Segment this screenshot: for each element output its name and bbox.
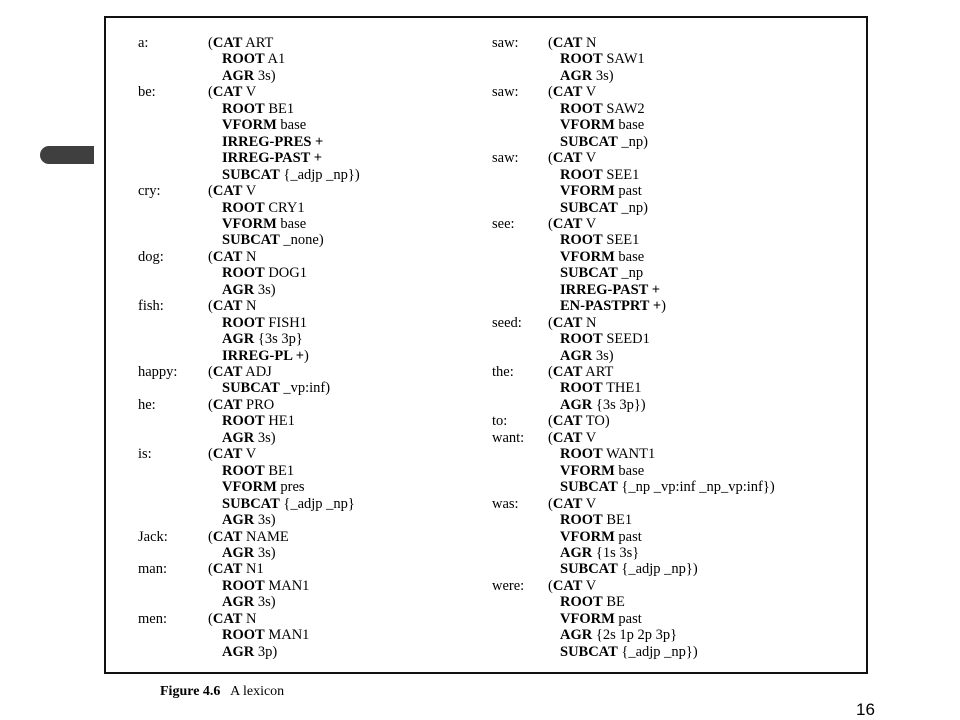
- feature-name: VFORM: [560, 183, 615, 200]
- feature-name: CAT: [552, 413, 583, 430]
- lexicon-feature-line: [560, 68, 614, 84]
- feature-value: CRY1: [268, 199, 305, 216]
- feature-name: SUBCAT: [560, 265, 618, 282]
- feature-value: V: [585, 495, 597, 512]
- feature-value: V: [585, 577, 597, 594]
- feature-name: AGR: [560, 67, 593, 84]
- lexicon-feature-line: [560, 380, 642, 396]
- feature-name: AGR: [560, 347, 593, 364]
- lexicon-word: saw:: [492, 35, 519, 51]
- feature-name: IRREG-PRES +: [222, 133, 324, 150]
- feature-name: AGR: [560, 396, 593, 413]
- feature-value: 3s: [257, 512, 271, 529]
- lexicon-feature-line: [560, 249, 644, 265]
- lexicon-feature-line: [222, 68, 276, 84]
- lexicon-feature-line: [548, 216, 596, 232]
- lexicon-word: man:: [138, 561, 167, 578]
- lexicon-word: want:: [492, 429, 525, 446]
- feature-name: CAT: [552, 150, 583, 167]
- open-paren: (: [208, 248, 213, 265]
- feature-name: ROOT: [222, 100, 265, 117]
- open-paren: (: [208, 183, 213, 200]
- open-paren: (: [548, 35, 553, 51]
- lexicon-feature-line: [222, 594, 276, 610]
- open-paren: (: [208, 610, 213, 627]
- feature-value: 3s: [595, 67, 609, 84]
- close-paren: ): [640, 396, 646, 413]
- close-paren: ): [604, 413, 610, 430]
- lexicon-feature-line: [560, 200, 648, 216]
- feature-value: N1: [246, 561, 264, 578]
- feature-name: CAT: [212, 183, 243, 200]
- feature-value: _vp:inf: [283, 380, 326, 397]
- feature-value: _np: [621, 199, 644, 216]
- feature-name: IRREG-PAST +: [222, 150, 322, 167]
- close-paren: ): [270, 281, 276, 298]
- lexicon-word: dog:: [138, 248, 164, 265]
- lexicon-feature-line: [208, 183, 256, 199]
- close-paren: ): [661, 298, 666, 315]
- lexicon-word: was:: [492, 495, 519, 512]
- feature-value: BE1: [268, 100, 295, 117]
- feature-value: base: [618, 117, 645, 134]
- feature-value: SEE1: [606, 166, 640, 183]
- feature-value: base: [280, 215, 307, 232]
- lexicon-feature-line: [208, 397, 274, 413]
- lexicon-feature-line: [222, 644, 277, 660]
- close-paren: ): [354, 166, 360, 183]
- feature-value: N: [246, 298, 257, 315]
- lexicon-feature-line: [560, 561, 698, 577]
- feature-name: SUBCAT: [222, 495, 280, 512]
- feature-name: CAT: [212, 84, 243, 101]
- lexicon-word: Jack:: [138, 528, 168, 545]
- feature-name: ROOT: [560, 331, 603, 348]
- lexicon-feature-line: [560, 644, 698, 660]
- feature-value: {2s 1p 2p 3p}: [595, 627, 678, 644]
- lexicon-feature-line: [560, 545, 639, 561]
- open-paren: (: [208, 561, 213, 578]
- feature-value: THE1: [606, 380, 642, 397]
- feature-name: VFORM: [560, 248, 615, 265]
- feature-value: SEE1: [606, 232, 640, 249]
- feature-name: CAT: [212, 396, 243, 413]
- lexicon-feature-line: [560, 232, 639, 248]
- slide-side-tab: [40, 146, 94, 164]
- feature-value: N: [246, 248, 257, 265]
- feature-name: CAT: [552, 429, 583, 446]
- lexicon-feature-line: [222, 200, 305, 216]
- lexicon-feature-line: [560, 331, 650, 347]
- open-paren: (: [548, 577, 553, 594]
- open-paren: (: [548, 84, 553, 101]
- feature-name: CAT: [552, 577, 583, 594]
- lexicon-feature-line: [222, 578, 309, 594]
- lexicon-feature-line: [222, 496, 355, 512]
- feature-value: V: [245, 446, 257, 463]
- feature-value: WANT1: [606, 446, 656, 463]
- open-paren: (: [548, 429, 553, 446]
- feature-value: BE: [606, 594, 625, 611]
- feature-name: ROOT: [222, 462, 265, 479]
- lexicon-word: saw:: [492, 84, 519, 101]
- feature-name: CAT: [552, 35, 583, 51]
- feature-value: SEED1: [606, 331, 650, 348]
- feature-name: ROOT: [222, 265, 265, 282]
- feature-value: {_np _vp:inf _np_vp:inf}: [621, 479, 770, 496]
- feature-name: IRREG-PL +: [222, 347, 304, 364]
- page-number: 16: [856, 700, 875, 719]
- open-paren: (: [208, 396, 213, 413]
- feature-name: VFORM: [222, 215, 277, 232]
- lexicon-feature-line: [222, 51, 285, 67]
- feature-value: 3s: [257, 281, 271, 298]
- close-paren: ): [303, 347, 309, 364]
- lexicon-feature-line: [222, 463, 294, 479]
- feature-value: past: [618, 528, 642, 545]
- lexicon-feature-line: [560, 298, 666, 314]
- close-paren: ): [325, 380, 331, 397]
- lexicon-feature-line: [208, 529, 289, 545]
- lexicon-feature-line: [560, 529, 642, 545]
- feature-name: ROOT: [222, 51, 265, 68]
- feature-value: 3s: [257, 594, 271, 611]
- open-paren: (: [208, 35, 213, 51]
- feature-name: CAT: [212, 610, 243, 627]
- lexicon-feature-line: [222, 627, 309, 643]
- feature-value: PRO: [246, 396, 275, 413]
- feature-name: CAT: [552, 84, 583, 101]
- lexicon-feature-line: [560, 183, 642, 199]
- lexicon-word: be:: [138, 84, 156, 101]
- feature-name: CAT: [212, 364, 243, 380]
- feature-value: V: [245, 183, 257, 200]
- lexicon-feature-line: [548, 496, 596, 512]
- feature-name: SUBCAT: [222, 380, 280, 397]
- feature-name: CAT: [212, 35, 243, 51]
- feature-name: CAT: [552, 495, 583, 512]
- feature-name: AGR: [222, 512, 255, 529]
- lexicon-feature-line: [560, 348, 614, 364]
- lexicon-feature-line: [208, 84, 256, 100]
- lexicon-feature-line: [208, 364, 272, 380]
- feature-value: DOG1: [268, 265, 307, 282]
- lexicon-feature-line: [548, 430, 596, 446]
- lexicon-word: see:: [492, 215, 515, 232]
- close-paren: ): [643, 133, 648, 150]
- figure-caption-text: A lexicon: [230, 684, 285, 699]
- open-paren: (: [548, 150, 553, 167]
- feature-name: VFORM: [560, 462, 615, 479]
- feature-value: ADJ: [245, 364, 272, 380]
- lexicon-feature-line: [222, 282, 276, 298]
- close-paren: ): [608, 67, 614, 84]
- feature-name: VFORM: [222, 117, 277, 134]
- lexicon-feature-line: [208, 611, 257, 627]
- feature-name: CAT: [552, 314, 583, 331]
- open-paren: (: [548, 215, 553, 232]
- feature-name: ROOT: [560, 594, 603, 611]
- feature-name: ROOT: [560, 51, 603, 68]
- feature-name: SUBCAT: [222, 232, 280, 249]
- open-paren: (: [548, 413, 553, 430]
- open-paren: (: [208, 298, 213, 315]
- feature-name: AGR: [222, 594, 255, 611]
- open-paren: (: [208, 528, 213, 545]
- feature-value: {_adjp _np}: [621, 561, 693, 578]
- feature-name: CAT: [212, 248, 243, 265]
- feature-value: V: [585, 429, 597, 446]
- lexicon-feature-line: [560, 101, 645, 117]
- close-paren: ): [270, 512, 276, 529]
- feature-name: EN-PASTPRT +: [560, 298, 662, 315]
- lexicon-feature-line: [560, 167, 639, 183]
- lexicon-feature-line: [222, 512, 276, 528]
- lexicon-word: fish:: [138, 298, 164, 315]
- lexicon-feature-line: [560, 446, 655, 462]
- lexicon-feature-line: [560, 627, 677, 643]
- feature-name: IRREG-PAST +: [560, 281, 660, 298]
- lexicon-feature-line: [548, 84, 596, 100]
- lexicon-feature-line: [222, 413, 295, 429]
- feature-name: ROOT: [560, 512, 603, 529]
- feature-name: AGR: [222, 331, 255, 348]
- lexicon-feature-line: [222, 232, 324, 248]
- lexicon-feature-line: [208, 561, 264, 577]
- feature-value: base: [618, 248, 645, 265]
- close-paren: ): [692, 643, 698, 660]
- feature-value: A1: [267, 51, 286, 68]
- feature-name: SUBCAT: [560, 561, 618, 578]
- feature-value: {3s 3p}: [595, 396, 641, 413]
- lexicon-feature-line: [222, 430, 276, 446]
- lexicon-feature-line: [560, 463, 644, 479]
- feature-value: 3p: [257, 643, 273, 660]
- feature-value: FISH1: [268, 314, 308, 331]
- feature-name: CAT: [212, 446, 243, 463]
- feature-value: V: [585, 84, 597, 101]
- lexicon-word: a:: [138, 35, 149, 51]
- lexicon-feature-line: [548, 578, 596, 594]
- lexicon-word: cry:: [138, 183, 161, 200]
- feature-value: 3s: [257, 429, 271, 446]
- feature-value: V: [585, 215, 597, 232]
- lexicon-feature-line: [208, 35, 273, 51]
- feature-name: AGR: [560, 627, 593, 644]
- feature-name: ROOT: [222, 627, 265, 644]
- figure-caption-label: Figure 4.6: [160, 684, 221, 699]
- lexicon-feature-line: [208, 298, 257, 314]
- feature-value: TO: [585, 413, 605, 430]
- lexicon-word: saw:: [492, 150, 519, 167]
- feature-name: VFORM: [560, 528, 615, 545]
- open-paren: (: [208, 446, 213, 463]
- lexicon-feature-line: [222, 150, 322, 166]
- close-paren: ): [608, 347, 614, 364]
- feature-name: AGR: [222, 429, 255, 446]
- close-paren: ): [270, 67, 276, 84]
- lexicon-feature-line: [548, 35, 597, 51]
- feature-value: SAW2: [606, 100, 645, 117]
- feature-value: SAW1: [606, 51, 645, 68]
- feature-name: CAT: [212, 528, 243, 545]
- feature-name: CAT: [212, 298, 243, 315]
- open-paren: (: [548, 314, 553, 331]
- feature-value: N: [586, 35, 597, 51]
- close-paren: ): [692, 561, 698, 578]
- lexicon-feature-line: [560, 479, 775, 495]
- lexicon-feature-line: [222, 134, 323, 150]
- lexicon-feature-line: [560, 134, 648, 150]
- lexicon-feature-line: [560, 594, 625, 610]
- feature-name: SUBCAT: [560, 133, 618, 150]
- lexicon-feature-line: [222, 265, 307, 281]
- close-paren: ): [270, 544, 276, 561]
- lexicon-feature-line: [222, 167, 360, 183]
- lexicon-feature-line: [548, 413, 610, 429]
- feature-name: ROOT: [222, 577, 265, 594]
- feature-value: base: [280, 117, 307, 134]
- feature-value: N: [586, 314, 597, 331]
- feature-name: AGR: [560, 544, 593, 561]
- feature-value: past: [618, 610, 642, 627]
- close-paren: ): [769, 479, 775, 496]
- feature-name: SUBCAT: [560, 479, 618, 496]
- lexicon-feature-line: [222, 348, 309, 364]
- feature-value: _np: [621, 265, 644, 282]
- feature-name: VFORM: [560, 117, 615, 134]
- feature-name: ROOT: [560, 380, 603, 397]
- feature-value: ART: [585, 364, 614, 380]
- feature-value: {_adjp _np}: [283, 495, 355, 512]
- feature-name: AGR: [222, 281, 255, 298]
- open-paren: (: [548, 364, 553, 380]
- lexicon-feature-line: [208, 249, 257, 265]
- feature-name: ROOT: [222, 413, 265, 430]
- lexicon-word: men:: [138, 610, 167, 627]
- lexicon-word: the:: [492, 364, 514, 380]
- feature-name: AGR: [222, 544, 255, 561]
- feature-value: HE1: [268, 413, 295, 430]
- lexicon-feature-line: [560, 51, 645, 67]
- feature-name: CAT: [552, 215, 583, 232]
- open-paren: (: [208, 364, 213, 380]
- feature-name: VFORM: [222, 479, 277, 496]
- feature-value: 3s: [257, 544, 271, 561]
- feature-value: V: [245, 84, 257, 101]
- feature-value: {_adjp _np}: [283, 166, 355, 183]
- lexicon-feature-line: [560, 282, 660, 298]
- close-paren: ): [270, 429, 276, 446]
- feature-value: V: [585, 150, 597, 167]
- close-paren: ): [270, 594, 276, 611]
- lexicon-feature-line: [560, 397, 646, 413]
- lexicon-word: happy:: [138, 364, 178, 380]
- lexicon-feature-line: [222, 117, 306, 133]
- close-paren: ): [318, 232, 324, 249]
- feature-value: _none: [283, 232, 319, 249]
- feature-name: SUBCAT: [560, 643, 618, 660]
- feature-name: ROOT: [222, 199, 265, 216]
- feature-name: SUBCAT: [222, 166, 280, 183]
- feature-name: SUBCAT: [560, 199, 618, 216]
- feature-value: pres: [280, 479, 305, 496]
- feature-value: {1s 3s}: [595, 544, 640, 561]
- figure-caption: [160, 684, 284, 700]
- feature-name: ROOT: [560, 100, 603, 117]
- lexicon-feature-line: [560, 117, 644, 133]
- lexicon-feature-line: [222, 216, 306, 232]
- feature-name: ROOT: [222, 314, 265, 331]
- lexicon-feature-line: [222, 380, 330, 396]
- lexicon-feature-line: [208, 446, 256, 462]
- feature-value: base: [618, 462, 645, 479]
- lexicon-feature-line: [222, 331, 303, 347]
- lexicon-feature-line: [560, 611, 642, 627]
- feature-value: ART: [245, 35, 274, 51]
- lexicon-feature-line: [222, 479, 305, 495]
- close-paren: ): [643, 199, 648, 216]
- feature-name: ROOT: [560, 232, 603, 249]
- lexicon-feature-line: [548, 315, 597, 331]
- feature-value: 3s: [257, 67, 271, 84]
- feature-value: BE1: [606, 512, 633, 529]
- feature-value: N: [246, 610, 257, 627]
- lexicon-feature-line: [548, 150, 596, 166]
- feature-name: AGR: [222, 67, 255, 84]
- close-paren: ): [272, 643, 278, 660]
- feature-name: ROOT: [560, 166, 603, 183]
- feature-value: {_adjp _np}: [621, 643, 693, 660]
- lexicon-word: to:: [492, 413, 508, 430]
- lexicon-word: is:: [138, 446, 152, 463]
- open-paren: (: [208, 84, 213, 101]
- feature-name: CAT: [552, 364, 583, 380]
- feature-value: 3s: [595, 347, 609, 364]
- lexicon-feature-line: [222, 545, 276, 561]
- feature-name: AGR: [222, 643, 255, 660]
- feature-name: VFORM: [560, 610, 615, 627]
- feature-value: BE1: [268, 462, 295, 479]
- feature-value: _np: [621, 133, 644, 150]
- feature-value: past: [618, 183, 642, 200]
- feature-name: ROOT: [560, 446, 603, 463]
- open-paren: (: [548, 495, 553, 512]
- lexicon-feature-line: [548, 364, 613, 380]
- lexicon-word: seed:: [492, 314, 522, 331]
- lexicon-feature-line: [222, 101, 294, 117]
- feature-value: MAN1: [268, 577, 310, 594]
- feature-value: NAME: [246, 528, 289, 545]
- lexicon-feature-line: [222, 315, 307, 331]
- feature-name: CAT: [212, 561, 243, 578]
- lexicon-word: were:: [492, 577, 525, 594]
- lexicon-feature-line: [560, 512, 632, 528]
- feature-value: {3s 3p}: [257, 331, 303, 348]
- feature-value: MAN1: [268, 627, 310, 644]
- lexicon-word: he:: [138, 396, 156, 413]
- lexicon-feature-line: [560, 265, 643, 281]
